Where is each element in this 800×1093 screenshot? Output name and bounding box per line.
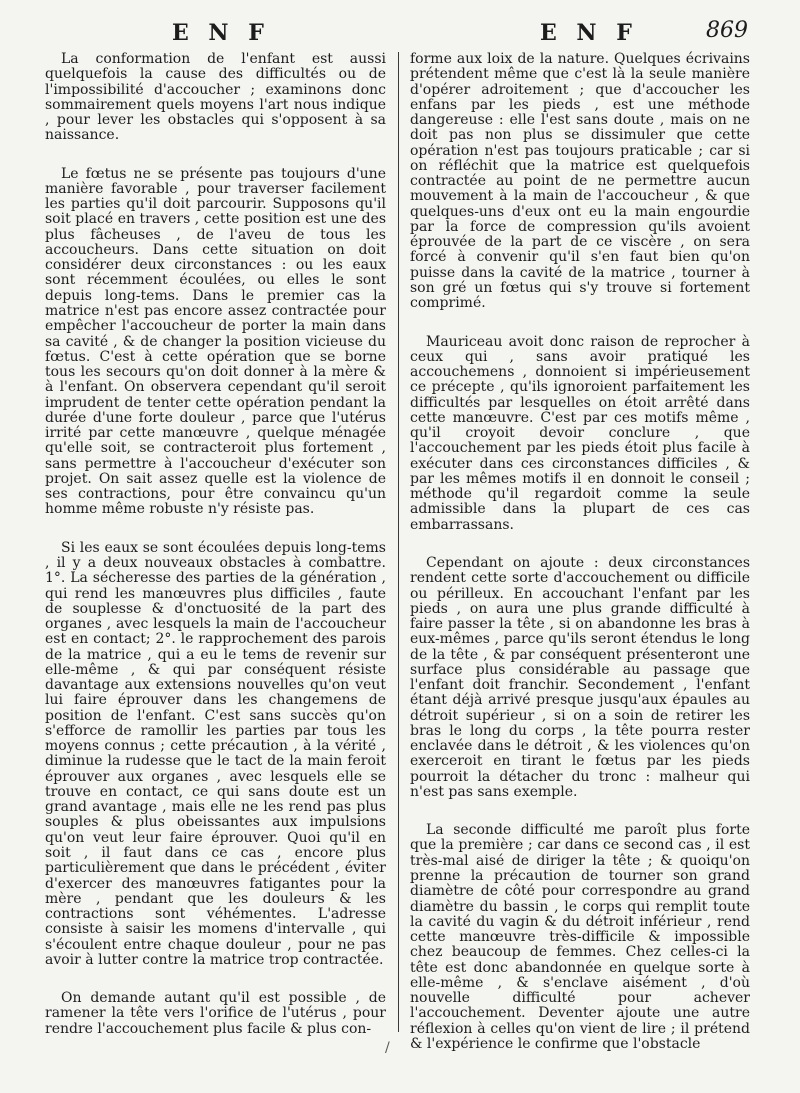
page-number: 869: [706, 18, 748, 43]
paragraph: La seconde difficulté me paroît plus forte que la première ; car dans ce second cas , il est très-mal aisé de diriger la tête ; & quoiqu'on prenne la précaution de tourner son grand diamètre de côté pour correspondre au grand diamètre du bassin , le corps qui remplit toute la cavité du vagin & du détroit inférieur , rend cette manœuvre très-difficile & impossible chez beaucoup de femmes. Chez celles-ci la tête est donc abandonnée en quelque sorte à elle-même , & s'enclave aisément , d'où nouvelle difficulté pour achever l'accouchement. Deventer ajoute une autre réflexion à celles qu'on vient de lire ; il prétend & l'expérience le confirme que l'obstacle: [410, 822, 750, 1052]
paragraph: Mauriceau avoit donc raison de reprocher à ceux qui , sans avoir pratiqué les accouchemens , donnoient si impérieusement ce précepte , qu'ils ignoroient parfaitement les difficultés par lesquelles on étoit arrêté dans cette manœuvre. C'est par ces motifs même , qu'il croyoit devoir conclure , que l'accouchement par les pieds étoit plus facile à exécuter dans ces circonstances difficiles , & par les mêmes motifs il en donnoit le conseil ; méthode qu'il regardoit comme la seule admissible dans la plupart de ces cas embarrassans.: [410, 333, 750, 533]
paragraph: forme aux loix de la nature. Quelques écrivains prétendent même que c'est là la seule manière d'opérer adroitement ; que d'accoucher les enfans par les pieds , est une méthode dangereuse : elle l'est sans doute , mais on ne doit pas non plus se dissimuler que cette opération n'est pas toujours praticable ; car si on réfléchit que la matrice est quelquefois contractée au point de ne permettre aucun mouvement à la main de l'accoucheur , & que quelques-uns d'eux ont eu la main engourdie par la force de compression qu'ils avoient éprouvée de la part de ce viscère , on sera forcé à convenir qu'il s'en faut bien qu'on puisse dans la cavité de la matrice , tourner à son gré un fœtus qui s'y trouve si fortement comprimé.: [410, 51, 750, 312]
right-column: [410, 52, 750, 1075]
paragraph: Si les eaux se sont écoulées depuis long-tems , il y a deux nouveaux obstacles à combattre. 1°. La sécheresse des parties de la génération , qui rend les manœuvres plus difficiles , faute de souplesse & d'onctuosité de la part des organes , avec lesquels la main de l'accoucheur est en contact; 2°. le rapprochement des parois de la matrice , qui a eu le tems de revenir sur elle-même , & qui par conséquent résiste davantage aux extensions nouvelles qu'on veut lui faire éprouver dans les changemens de position de l'enfant. C'est sans succès qu'on s'efforce de ramollir les parties par tous les moyens connus ; cette précaution , à la vérité , diminue la rudesse que le tact de la main feroit éprouver aux organes , avec lesquels elle se trouve en contact, ce qui sans doute est un grand avantage , mais elle ne les rend pas plus souples & plus obeissantes aux impulsions qu'on veut leur faire éprouver. Quoi qu'il en soit , il faut dans ce cas , encore plus particulièrement que dans le précédent , éviter d'exercer des manœuvres fatigantes pour la mère , pendant que les douleurs & les contractions sont véhémentes. L'adresse consiste à saisir les momens d'intervalle , qui s'écoulent entre chaque douleur , pour ne pas avoir à lutter contre la matrice trop contractée.: [45, 539, 386, 968]
paragraph: Le fœtus ne se présente pas toujours d'une manière favorable , pour traverser facilement les parties qu'il doit parcourir. Supposons qu'il soit placé en travers , cette position est une des plus fâcheuses , de l'aveu de tous les accoucheurs. Dans cette situation on doit considérer deux circonstances : ou les eaux sont récemment écoulées, ou elles le sont depuis long-tems. Dans le premier cas la matrice n'est pas encore assez contractée pour empêcher l'accoucheur de porter la main dans sa cavité , & de changer la position vicieuse du fœtus. C'est à cette opération que se borne tous les secours qu'on doit donner à la mère & à l'enfant. On observera cependant qu'il seroit imprudent de tenter cette opération pendant la durée d'une forte douleur , parce que l'utérus irrité par cette manœuvre , quelque ménagée qu'elle soit, se contracteroit plus fortement , sans permettre à l'accoucheur d'exécuter son projet. On sait assez quelle est la violence de ses contractions, pour être convaincu qu'un homme même robuste n'y résiste pas.: [45, 165, 386, 518]
left-column: [45, 52, 386, 1060]
header-left-word: E N F: [172, 20, 270, 46]
paragraph: La conformation de l'enfant est aussi quelquefois la cause des difficultés ou de l'impossibilité d'accoucher ; examinons donc sommairement quels moyens l'art nous indique , pour lever les obstacles qui s'opposent à sa naissance.: [45, 51, 386, 144]
paragraph: Cependant on ajoute : deux circonstances rendent cette sorte d'accouchement ou difficile ou périlleux. En accouchant l'enfant par les pieds , on aura une plus grande difficulté à faire passer la tête , si on abandonne les bras à eux-mêmes , parce qu'ils seront étendus le long de la tête , & par conséquent présenteront une surface plus considérable au passage que l'enfant doit franchir. Secondement , l'enfant étant déjà arrivé presque jusqu'aux épaules au détroit supérieur , si on a soin de retirer les bras le long du corps , la tête pourra rester enclavée dans le détroit , & les violences qu'on exerceroit en tirant le fœtus par les pieds pourroit la détacher du tronc : malheur qui n'est pas sans exemple.: [410, 554, 750, 800]
paragraph: On demande autant qu'il est possible , de ramener la tête vers l'orifice de l'utérus , pour rendre l'accouchement plus facile & plus con-: [45, 990, 386, 1037]
stray-mark: /: [385, 1040, 390, 1056]
header-right-word: E N F: [540, 20, 638, 46]
column-divider: [398, 52, 399, 1032]
running-header: [0, 18, 800, 52]
